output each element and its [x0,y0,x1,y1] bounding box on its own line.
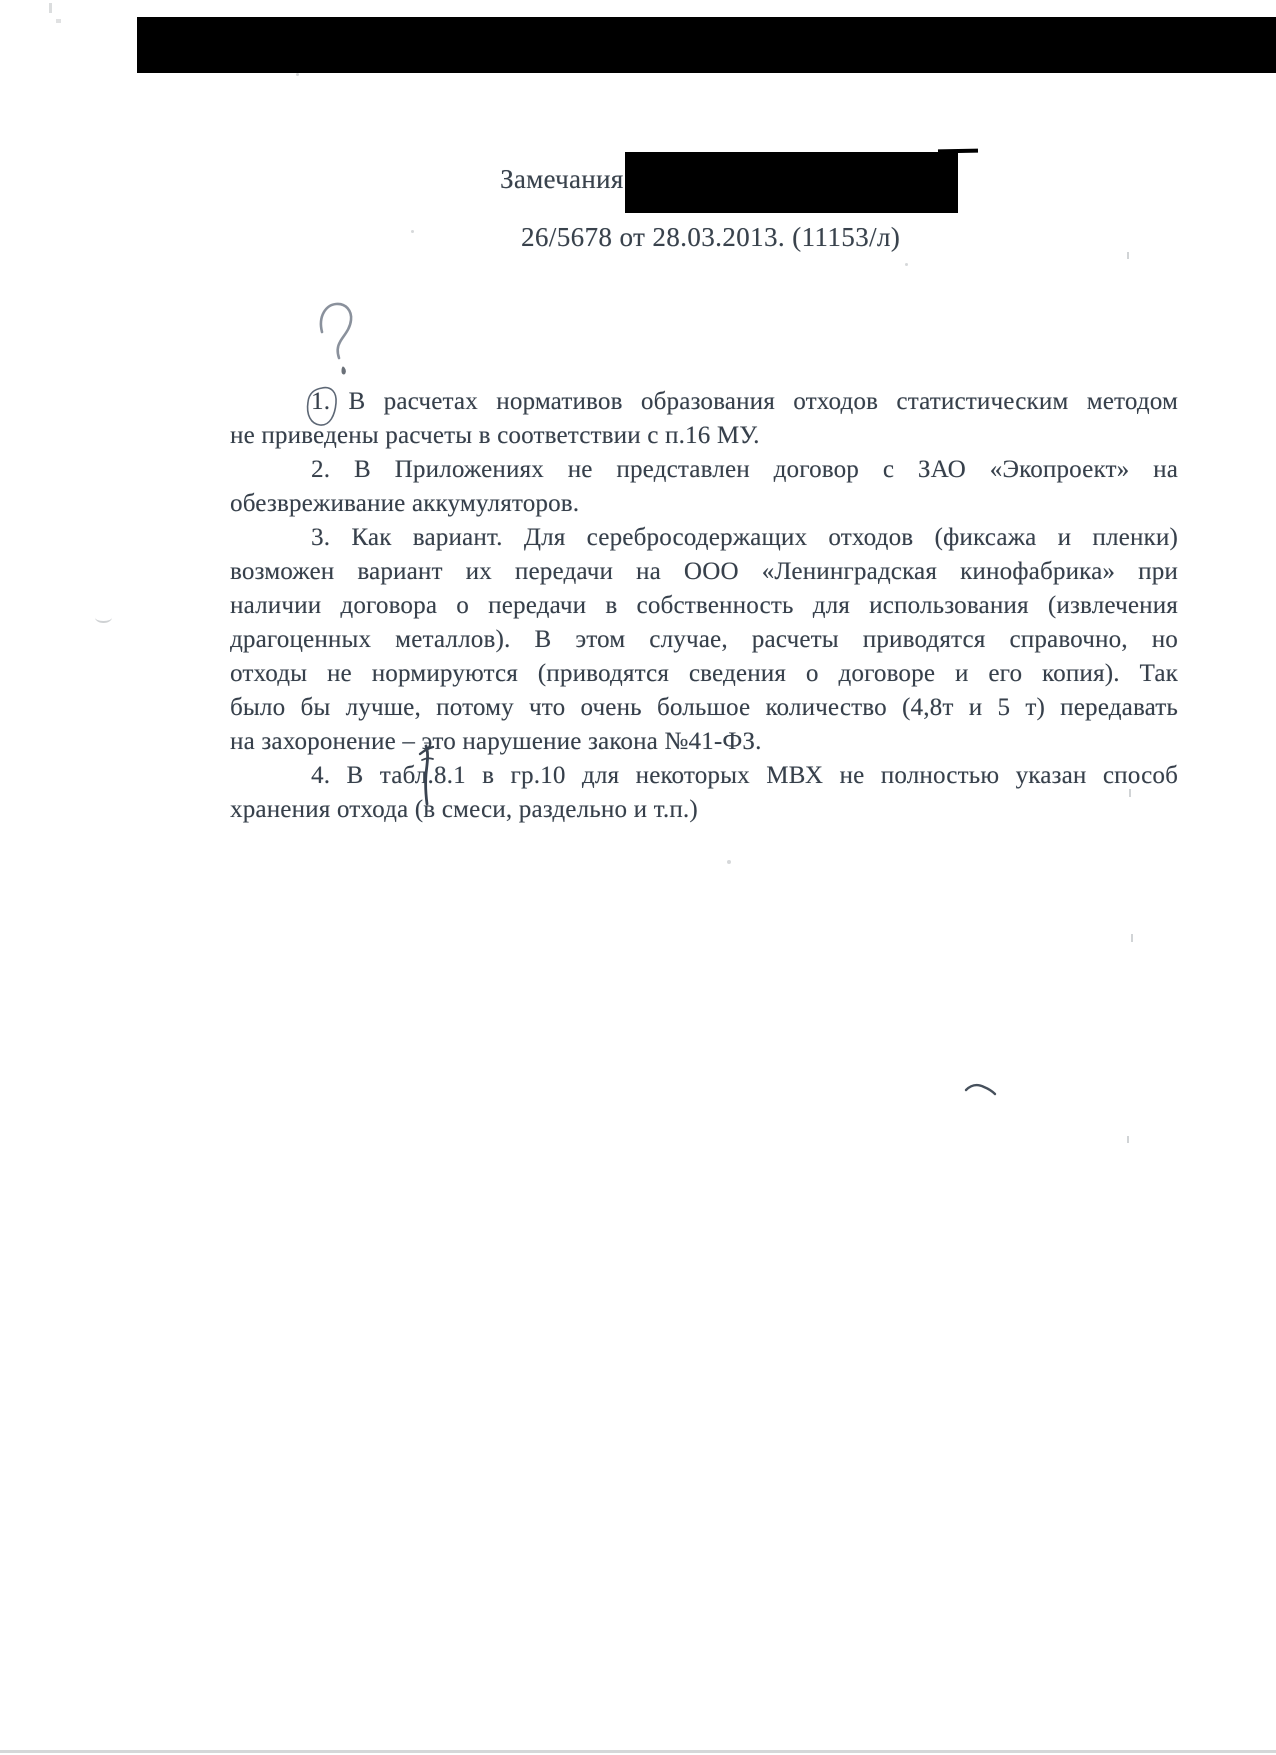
body-line: 1. В расчетах нормативов образования отходов статистическим методом [311,388,1178,415]
scan-speck [95,612,112,623]
body-line: отходы не нормируются (приводятся сведения о договоре и его копия). Так [230,660,1178,687]
circled-number-annotation [303,385,343,429]
scanner-bottom-edge [0,1750,1276,1753]
body-line: 3. Как вариант. Для серебросодержащих отходов (фиксажа и пленки) [311,524,1178,551]
body-line: 4. В табл.8.1 в гр.10 для некоторых МВХ не полностью указан способ [311,762,1178,789]
body-line: наличии договора о передачи в собственность для использования (извлечения [230,592,1178,619]
name-redaction-box [625,152,958,213]
reference-number-line: 26/5678 от 28.03.2013. (11153/л) [521,222,901,252]
scan-speck [296,73,299,76]
remarks-label: Замечания [500,164,624,194]
body-line: драгоценных металлов). В этом случае, расчеты приводятся справочно, но [230,626,1178,653]
body-line: обезвреживание аккумуляторов. [230,490,580,517]
scan-edge-mark [1127,1136,1129,1143]
scan-speck [49,3,52,13]
top-redaction-bar [137,17,1276,73]
scan-edge-mark [1131,934,1133,942]
body-line: возможен вариант их передачи на ООО «Ленинградская кинофабрика» при [230,558,1178,585]
pen-stroke-over-digit-annotation [417,744,437,808]
pen-tick-annotation [964,1080,998,1100]
body-line: было бы лучше, потому что очень большое количество (4,8т и 5 т) передавать [230,694,1178,721]
scan-speck [727,860,731,864]
body-line: на захоронение – это нарушение закона №41-ФЗ. [230,728,762,755]
body-line: не приведены расчеты в соответствии с п.16 МУ. [230,422,760,449]
scan-edge-mark [1129,789,1131,797]
scan-edge-mark [1127,252,1129,259]
redaction-tail-mark [938,149,978,154]
document-body-text [230,385,1178,827]
scan-speck [411,230,414,233]
handwritten-question-mark-annotation [312,298,360,382]
scan-speck [56,19,61,23]
body-line: 2. В Приложениях не представлен договор с ЗАО «Экопроект» на [311,456,1178,483]
scan-speck [905,263,908,266]
body-line: хранения отхода (в смеси, раздельно и т.п.) [230,796,698,823]
